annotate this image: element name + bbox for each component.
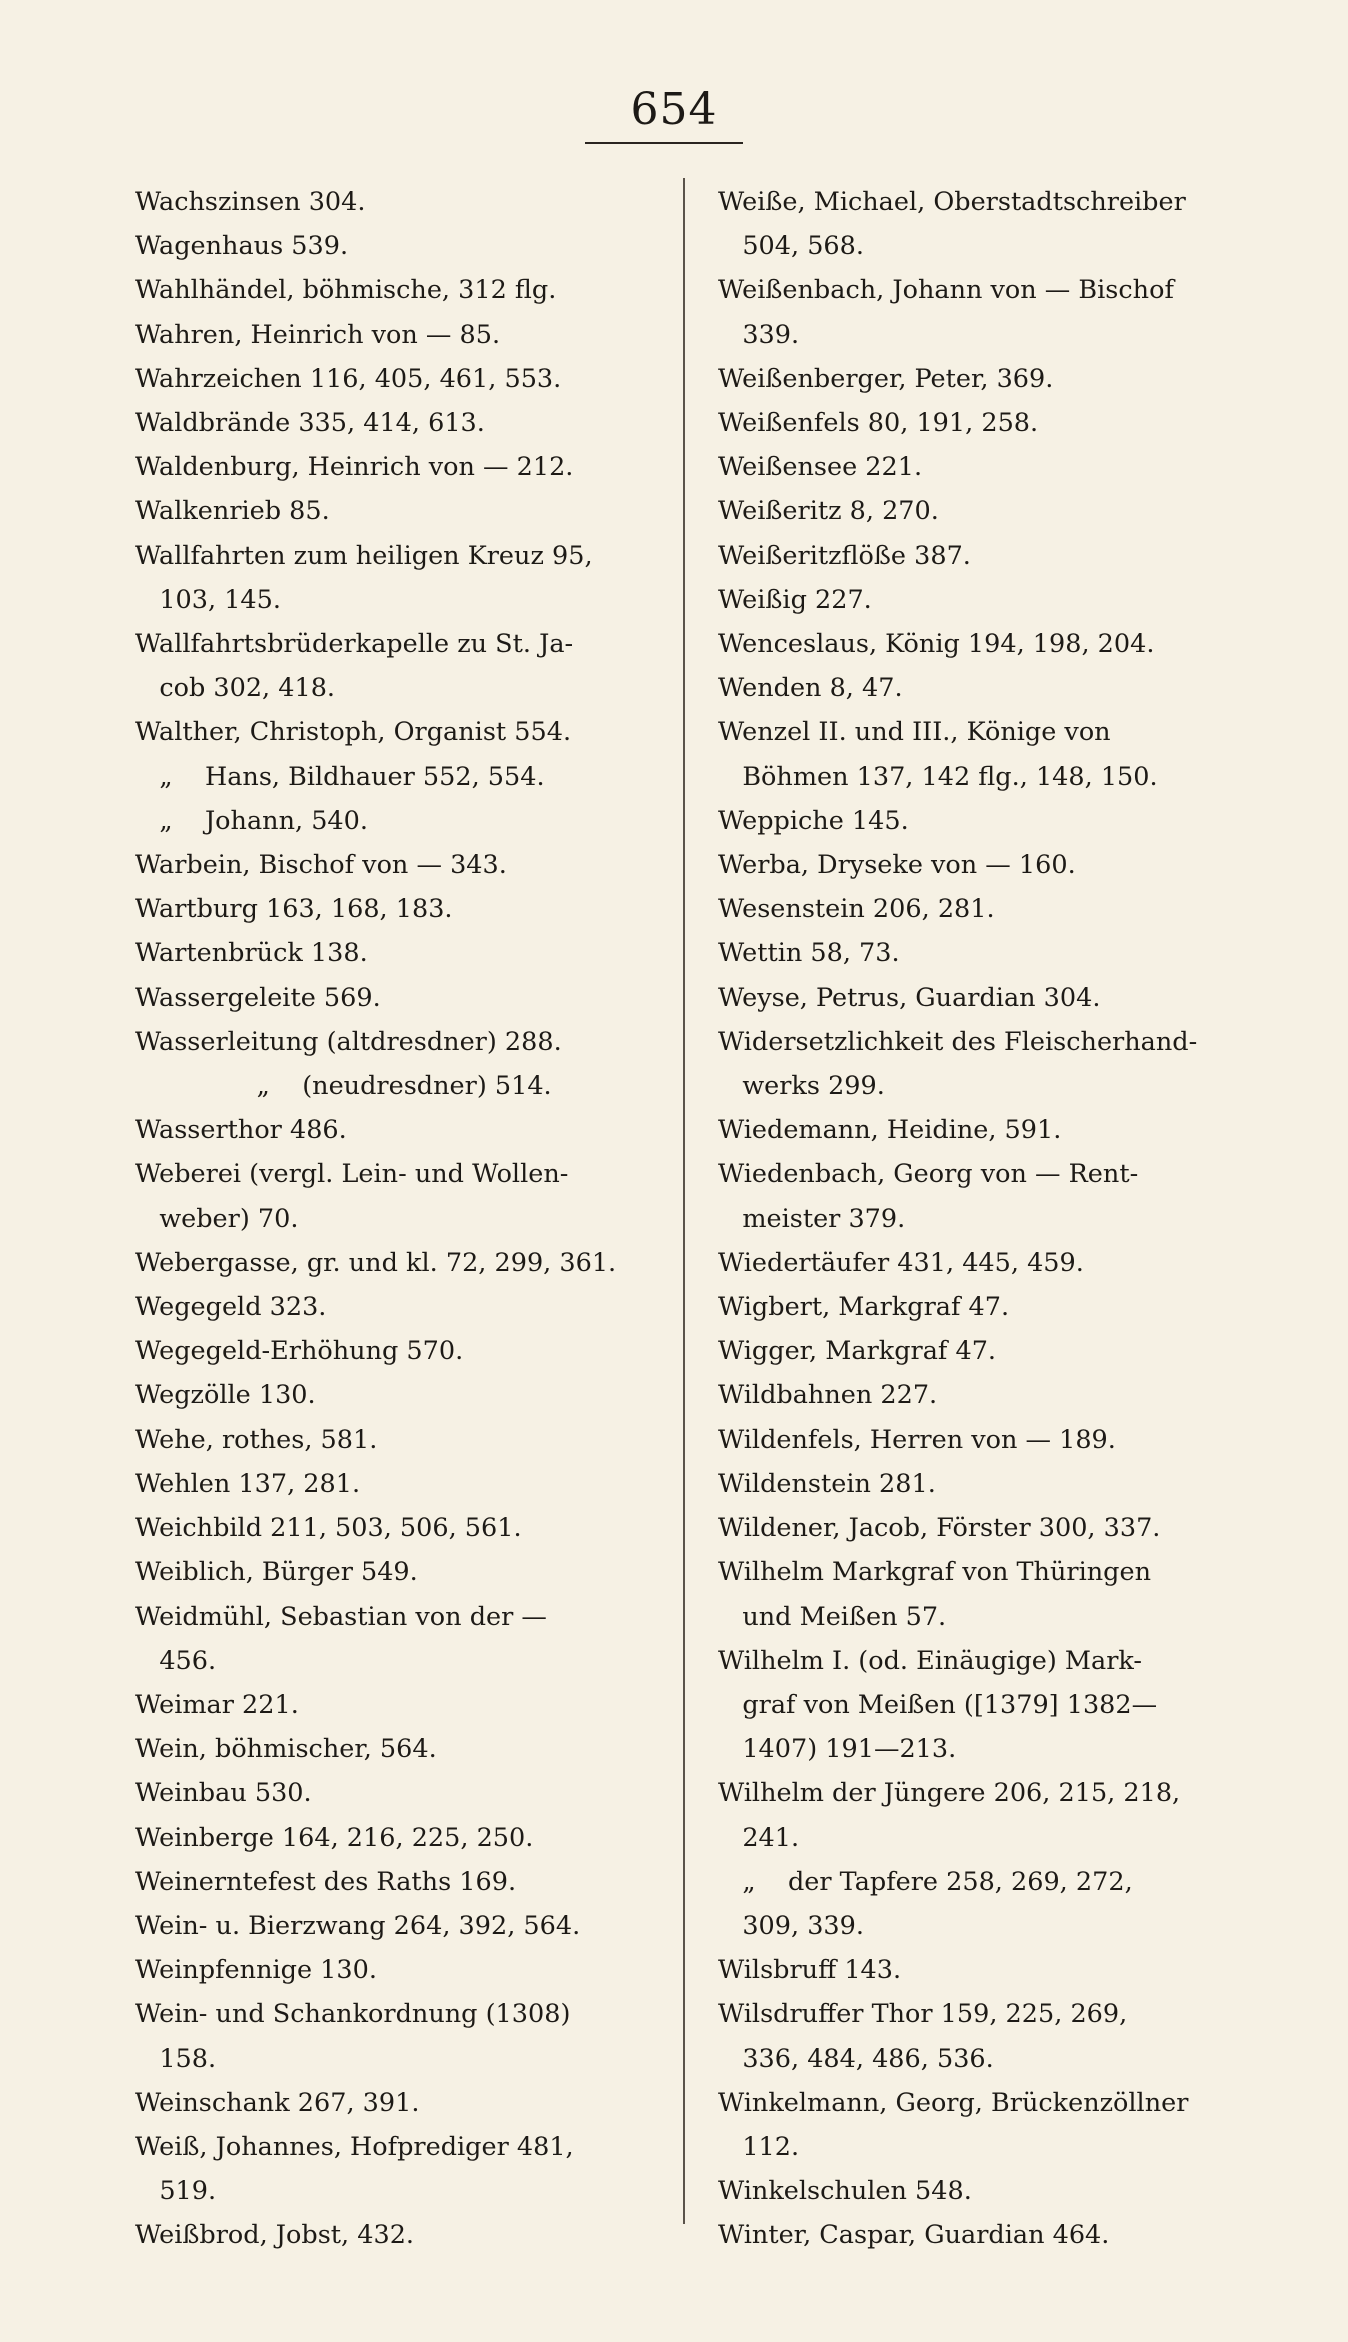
index-entry-line: Waldenburg, Heinrich von — 212.	[135, 452, 574, 483]
index-entry-line: Wein- u. Bierzwang 264, 392, 564.	[135, 1910, 581, 1941]
page-number-rule	[585, 142, 743, 144]
index-entry-line: Weißeritzflöße 387.	[718, 540, 971, 571]
index-entry-line: Weinberge 164, 216, 225, 250.	[135, 1822, 534, 1853]
index-entry-line: Wartburg 163, 168, 183.	[135, 894, 453, 925]
index-entry-line: Weiblich, Bürger 549.	[135, 1557, 418, 1588]
index-entry-line: 112.	[718, 2131, 800, 2162]
index-entry-line: Wiedemann, Heidine, 591.	[718, 1115, 1062, 1146]
index-entry-line: Weidmühl, Sebastian von der —	[135, 1601, 547, 1632]
index-entry-line: Wiedertäufer 431, 445, 459.	[718, 1247, 1084, 1278]
index-entry-line: Winkelmann, Georg, Brückenzöllner	[718, 2087, 1189, 2118]
index-entry-line: Wassergeleite 569.	[135, 982, 381, 1013]
index-entry-line: „ (neudresdner) 514.	[135, 1071, 552, 1102]
index-entry-line: Wigger, Markgraf 47.	[718, 1336, 997, 1367]
index-entry-line: Weinschank 267, 391.	[135, 2087, 420, 2118]
index-entry-line: Weinpfennige 130.	[135, 1955, 377, 1986]
index-entry-line: Wettin 58, 73.	[718, 938, 900, 969]
index-entry-line: Wartenbrück 138.	[135, 938, 368, 969]
index-entry-line: Wein- und Schankordnung (1308)	[135, 1999, 571, 2030]
index-entry-line: Wegegeld 323.	[135, 1292, 327, 1323]
index-entry-line: Webergasse, gr. und kl. 72, 299, 361.	[135, 1247, 617, 1278]
index-entry-line: Weichbild 211, 503, 506, 561.	[135, 1513, 522, 1544]
index-entry-line: Wasserleitung (altdresdner) 288.	[135, 1026, 562, 1057]
index-entry-line: Wilhelm Markgraf von Thüringen	[718, 1557, 1151, 1588]
index-entry-line: Warbein, Bischof von — 343.	[135, 850, 507, 881]
index-entry-line: Wehe, rothes, 581.	[135, 1424, 378, 1455]
index-entry-line: Wildbahnen 227.	[718, 1380, 938, 1411]
index-entry-line: weber) 70.	[135, 1203, 299, 1234]
index-entry-line: 241.	[718, 1822, 800, 1853]
index-entry-line: Wilhelm I. (od. Einäugige) Mark-	[718, 1645, 1143, 1676]
page-number: 654	[630, 84, 718, 135]
index-entry-line: Winter, Caspar, Guardian 464.	[718, 2220, 1110, 2251]
index-entry-line: Wenceslaus, König 194, 198, 204.	[718, 629, 1155, 660]
index-entry-line: Weyse, Petrus, Guardian 304.	[718, 982, 1101, 1013]
index-entry-line: Walther, Christoph, Organist 554.	[135, 717, 572, 748]
index-entry-line: Wehlen 137, 281.	[135, 1468, 361, 1499]
index-entry-line: Weberei (vergl. Lein- und Wollen-	[135, 1159, 569, 1190]
index-entry-line: Böhmen 137, 142 flg., 148, 150.	[718, 761, 1158, 792]
index-entry-line: Waldbrände 335, 414, 613.	[135, 408, 485, 439]
index-entry-line: „ Johann, 540.	[135, 805, 368, 836]
index-entry-line: cob 302, 418.	[135, 673, 336, 704]
index-column-right	[718, 180, 1258, 2258]
index-entry-line: Wasserthor 486.	[135, 1115, 347, 1146]
index-entry-line: 456.	[135, 1645, 217, 1676]
index-entry-line: Weiße, Michael, Oberstadtschreiber	[718, 187, 1186, 217]
index-entry-line: Weißig 227.	[718, 584, 872, 615]
index-entry-line: Weppiche 145.	[718, 805, 909, 836]
index-entry-line: Weißenbach, Johann von — Bischof	[718, 275, 1174, 306]
index-entry-line: Wilsdruffer Thor 159, 225, 269,	[718, 1999, 1128, 2030]
column-divider	[683, 178, 685, 2224]
index-entry-line: Wachszinsen 304.	[135, 187, 366, 217]
index-entry-line: Wahlhändel, böhmische, 312 flg.	[135, 275, 557, 306]
index-entry-line: Weißensee 221.	[718, 452, 923, 483]
index-entry-line: Wenzel II. und III., Könige von	[718, 717, 1111, 748]
index-entry-line: werks 299.	[718, 1071, 885, 1102]
index-entry-line: 336, 484, 486, 536.	[718, 2043, 994, 2074]
index-entry-line: Wein, böhmischer, 564.	[135, 1734, 437, 1765]
index-entry-line: „ Hans, Bildhauer 552, 554.	[135, 761, 545, 792]
index-entry-line: Widersetzlichkeit des Fleischerhand-	[718, 1026, 1198, 1057]
index-entry-line: Wegzölle 130.	[135, 1380, 316, 1411]
index-entry-line: Wilsbruff 143.	[718, 1955, 902, 1986]
index-entry-line: Wilhelm der Jüngere 206, 215, 218,	[718, 1778, 1181, 1809]
index-entry-line: 1407) 191—213.	[718, 1734, 957, 1765]
index-entry-line: Wesenstein 206, 281.	[718, 894, 995, 925]
index-entry-line: 339.	[718, 319, 800, 350]
index-entry-line: 519.	[135, 2176, 217, 2207]
index-entry-line: Wildener, Jacob, Förster 300, 337.	[718, 1513, 1161, 1544]
index-entry-line: 504, 568.	[718, 231, 864, 262]
index-entry-line: Winkelschulen 548.	[718, 2176, 972, 2207]
index-entry-line: Wigbert, Markgraf 47.	[718, 1292, 1010, 1323]
index-entry-line: Weißeritz 8, 270.	[718, 496, 939, 527]
index-entry-line: Weißenberger, Peter, 369.	[718, 363, 1054, 394]
index-entry-line: Weiß, Johannes, Hofprediger 481,	[135, 2131, 574, 2162]
index-entry-line: und Meißen 57.	[718, 1601, 947, 1632]
index-entry-line: Wenden 8, 47.	[718, 673, 903, 704]
index-entry-line: Weinerntefest des Raths 169.	[135, 1866, 517, 1897]
index-entry-line: Weißbrod, Jobst, 432.	[135, 2220, 415, 2251]
index-entry-line: 158.	[135, 2043, 217, 2074]
index-entry-line: Wildenstein 281.	[718, 1468, 936, 1499]
index-entry-line: Walkenrieb 85.	[135, 496, 330, 527]
index-entry-line: graf von Meißen ([1379] 1382—	[718, 1689, 1158, 1720]
index-entry-line: Weinbau 530.	[135, 1778, 312, 1809]
index-entry-line: Wegegeld-Erhöhung 570.	[135, 1336, 464, 1367]
index-entry-line: 309, 339.	[718, 1910, 864, 1941]
index-entry-line: „ der Tapfere 258, 269, 272,	[718, 1866, 1133, 1897]
index-entry-line: Wahren, Heinrich von — 85.	[135, 319, 501, 350]
index-entry-line: Weißenfels 80, 191, 258.	[718, 408, 1039, 439]
index-entry-line: Wagenhaus 539.	[135, 231, 349, 262]
index-entry-line: Weimar 221.	[135, 1689, 299, 1720]
index-entry-line: Werba, Dryseke von — 160.	[718, 850, 1076, 881]
index-entry-line: Wallfahrtsbrüderkapelle zu St. Ja-	[135, 629, 574, 660]
index-entry-line: Wahrzeichen 116, 405, 461, 553.	[135, 363, 562, 394]
index-column-left	[135, 180, 660, 2258]
index-entry-line: Wildenfels, Herren von — 189.	[718, 1424, 1116, 1455]
index-entry-line: Wallfahrten zum heiligen Kreuz 95,	[135, 540, 593, 571]
index-entry-line: Wiedenbach, Georg von — Rent-	[718, 1159, 1139, 1190]
index-entry-line: meister 379.	[718, 1203, 906, 1234]
index-entry-line: 103, 145.	[135, 584, 281, 615]
